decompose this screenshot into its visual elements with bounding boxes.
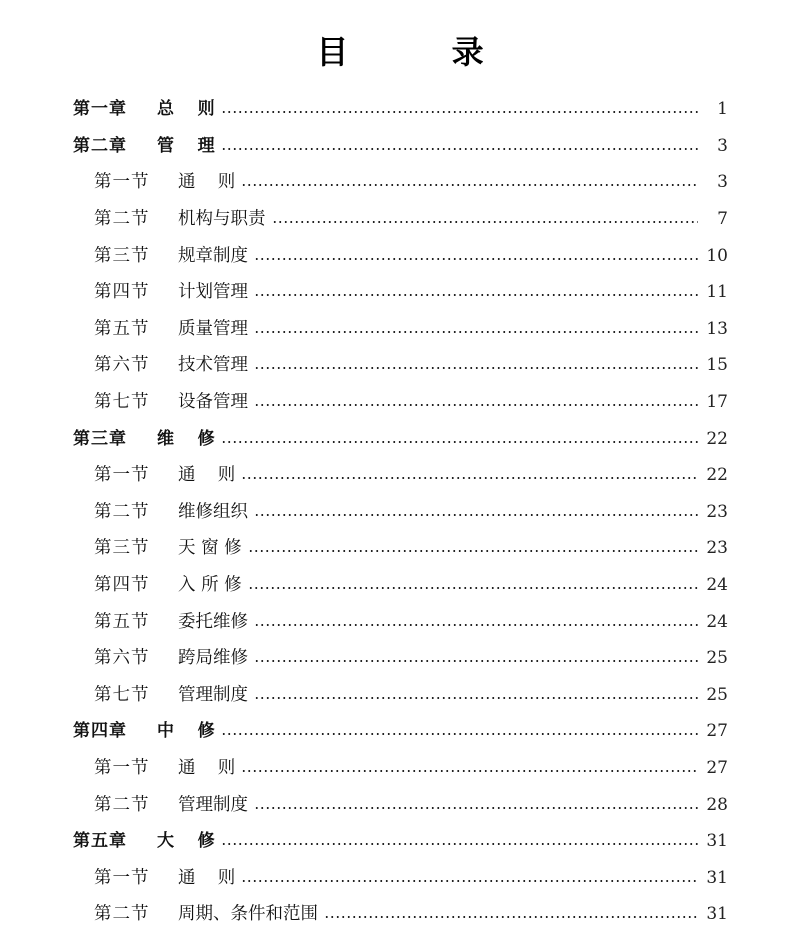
toc-dot-leader <box>221 843 698 845</box>
toc-entry-number: 第七节 <box>94 392 150 413</box>
toc-entry-title: 管理制度 <box>178 684 248 705</box>
toc-entry-title: 维 修 <box>157 428 215 449</box>
toc-entry-page-number: 1 <box>717 99 728 120</box>
toc-entry-number: 第四节 <box>94 282 150 303</box>
toc-entry-page-number: 22 <box>706 465 728 486</box>
toc-dot-leader <box>221 148 698 150</box>
toc-entry-title: 委托维修 <box>178 611 248 632</box>
toc-entry-number: 第五节 <box>94 611 150 632</box>
toc-entry-title: 总 则 <box>157 99 215 120</box>
toc-entry-title: 大 修 <box>157 831 215 852</box>
toc-entry-number: 第六节 <box>94 648 150 669</box>
toc-dot-leader <box>254 258 698 260</box>
toc-entry-title: 跨局维修 <box>178 648 248 669</box>
toc-section-entry[interactable] <box>0 896 800 933</box>
toc-section-entry[interactable] <box>0 859 800 896</box>
toc-entry-number: 第二节 <box>94 794 150 815</box>
toc-entry-page-number: 25 <box>706 648 728 669</box>
toc-entry-number: 第七节 <box>94 684 150 705</box>
toc-dot-leader <box>254 294 698 296</box>
toc-entry-title: 规章制度 <box>178 245 248 266</box>
toc-section-entry[interactable] <box>0 750 800 787</box>
toc-dot-leader <box>241 184 698 186</box>
toc-entry-title: 管理制度 <box>178 794 248 815</box>
toc-entry-number: 第一章 <box>73 99 127 120</box>
toc-section-entry[interactable] <box>0 201 800 238</box>
toc-entry-title: 通 则 <box>178 757 236 778</box>
toc-dot-leader <box>248 587 698 589</box>
toc-dot-leader <box>324 916 698 918</box>
toc-entry-title: 通 则 <box>178 465 236 486</box>
toc-entry-page-number: 28 <box>706 794 728 815</box>
table-of-contents <box>0 91 800 933</box>
toc-section-entry[interactable] <box>0 786 800 823</box>
toc-entry-page-number: 23 <box>706 538 728 559</box>
toc-entry-number: 第五章 <box>73 831 127 852</box>
toc-entry-title: 入 所 修 <box>178 575 242 596</box>
toc-dot-leader <box>221 111 698 113</box>
toc-section-entry[interactable] <box>0 237 800 274</box>
toc-entry-page-number: 3 <box>717 135 728 156</box>
toc-chapter-entry[interactable] <box>0 823 800 860</box>
toc-dot-leader <box>248 550 698 552</box>
toc-section-entry[interactable] <box>0 347 800 384</box>
toc-entry-page-number: 7 <box>717 209 728 230</box>
toc-entry-title: 技术管理 <box>178 355 248 376</box>
toc-entry-title: 周期、条件和范围 <box>178 904 318 925</box>
toc-dot-leader <box>254 660 698 662</box>
toc-section-entry[interactable] <box>0 384 800 421</box>
toc-section-entry[interactable] <box>0 530 800 567</box>
toc-chapter-entry[interactable] <box>0 91 800 128</box>
toc-dot-leader <box>254 404 698 406</box>
toc-entry-title: 维修组织 <box>178 501 248 522</box>
toc-entry-page-number: 31 <box>706 867 728 888</box>
toc-entry-page-number: 25 <box>706 684 728 705</box>
toc-section-entry[interactable] <box>0 494 800 531</box>
toc-entry-number: 第一节 <box>94 757 150 778</box>
toc-entry-number: 第三节 <box>94 245 150 266</box>
toc-entry-page-number: 17 <box>706 392 728 413</box>
toc-entry-number: 第二节 <box>94 501 150 522</box>
toc-entry-number: 第一节 <box>94 172 150 193</box>
toc-entry-page-number: 31 <box>706 904 728 925</box>
toc-entry-number: 第五节 <box>94 318 150 339</box>
toc-section-entry[interactable] <box>0 164 800 201</box>
toc-entry-page-number: 3 <box>717 172 728 193</box>
toc-entry-number: 第三章 <box>73 428 127 449</box>
toc-entry-page-number: 27 <box>706 757 728 778</box>
toc-dot-leader <box>254 367 698 369</box>
toc-entry-title: 天 窗 修 <box>178 538 242 559</box>
toc-dot-leader <box>272 221 699 223</box>
toc-entry-number: 第六节 <box>94 355 150 376</box>
toc-entry-number: 第一节 <box>94 867 150 888</box>
toc-entry-title: 机构与职责 <box>178 209 266 230</box>
toc-entry-number: 第四章 <box>73 721 127 742</box>
toc-entry-title: 质量管理 <box>178 318 248 339</box>
toc-chapter-entry[interactable] <box>0 713 800 750</box>
toc-entry-number: 第二节 <box>94 904 150 925</box>
toc-section-entry[interactable] <box>0 274 800 311</box>
page-title: 目 录 <box>316 33 530 72</box>
toc-section-entry[interactable] <box>0 603 800 640</box>
toc-section-entry[interactable] <box>0 677 800 714</box>
toc-entry-page-number: 23 <box>706 501 728 522</box>
toc-entry-title: 设备管理 <box>178 392 248 413</box>
toc-entry-title: 计划管理 <box>178 282 248 303</box>
toc-entry-page-number: 15 <box>706 355 728 376</box>
toc-chapter-entry[interactable] <box>0 128 800 165</box>
toc-entry-page-number: 24 <box>706 575 728 596</box>
toc-dot-leader <box>241 880 698 882</box>
toc-entry-page-number: 13 <box>706 318 728 339</box>
toc-section-entry[interactable] <box>0 640 800 677</box>
toc-dot-leader <box>254 807 698 809</box>
toc-entry-page-number: 27 <box>706 721 728 742</box>
toc-dot-leader <box>241 770 698 772</box>
toc-entry-page-number: 31 <box>706 831 728 852</box>
toc-chapter-entry[interactable] <box>0 420 800 457</box>
toc-entry-page-number: 10 <box>706 245 728 266</box>
toc-dot-leader <box>254 697 698 699</box>
toc-dot-leader <box>221 733 698 735</box>
toc-entry-number: 第四节 <box>94 575 150 596</box>
toc-dot-leader <box>221 441 698 443</box>
toc-entry-title: 通 则 <box>178 172 236 193</box>
toc-section-entry[interactable] <box>0 457 800 494</box>
toc-entry-title: 中 修 <box>157 721 215 742</box>
toc-section-entry[interactable] <box>0 311 800 348</box>
toc-entry-page-number: 24 <box>706 611 728 632</box>
toc-section-entry[interactable] <box>0 567 800 604</box>
toc-entry-title: 通 则 <box>178 867 236 888</box>
toc-entry-number: 第一节 <box>94 465 150 486</box>
toc-entry-title: 管 理 <box>157 135 215 156</box>
toc-dot-leader <box>254 624 698 626</box>
toc-dot-leader <box>254 514 698 516</box>
toc-entry-number: 第二章 <box>73 135 127 156</box>
toc-entry-page-number: 11 <box>706 282 728 303</box>
toc-entry-page-number: 22 <box>706 428 728 449</box>
toc-entry-number: 第二节 <box>94 209 150 230</box>
toc-dot-leader <box>241 477 698 479</box>
toc-entry-number: 第三节 <box>94 538 150 559</box>
toc-dot-leader <box>254 331 698 333</box>
